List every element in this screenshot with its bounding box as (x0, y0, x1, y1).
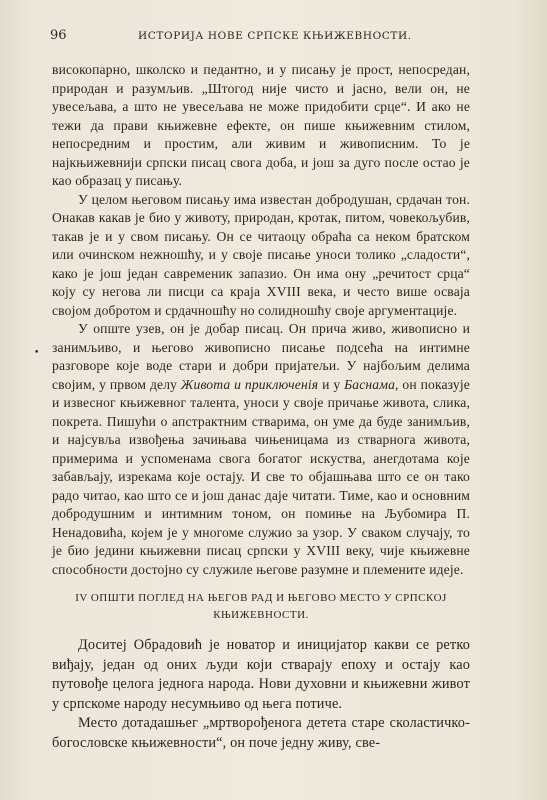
running-title: ИСТОРИЈА НОВЕ СРПСКЕ КЊИЖЕВНОСТИ. (138, 30, 412, 42)
paragraph-new-literature: Место дотадашњег „мртворођенога детета старе сколастичко-богословске књижевности“, он поче једну живу, све- (52, 715, 470, 751)
section-heading-line-2: КЊИЖЕВНОСТИ. (213, 609, 309, 621)
running-head (50, 28, 470, 48)
paragraph-text: он показује и извесног књижевног талента, уноси у своје причање живота, слика, покрета. Пишући о апстрактним стварима, он уме да буде занимљив, и најсувља извођења зачињава чињеницама из стварнога живота, примерима и успоменама свога богатог искуства, анегдотама које забављају, изрекама које остају. И све то објашњава што се он тако радо читао, као што се и још данас даје читати. Тиме, као и основним добродушним и интимним тоном, он помиње на Љубомира П. Ненадовића, којем је у многоме служио за узор. У сваком случају, то је био једини књижевни писац српски у XVIII веку, чије књижевне способности достојно су служиле његове разумне и племените идеје. (52, 376, 470, 577)
paragraph-text: и у (318, 376, 345, 392)
paragraph-good-writer (52, 320, 470, 579)
paragraph-innovator: Доситеј Обрадовић је новатор и иницијатор какви се ретко виђају, један од оних људи који стварају епоху и остају као путовође целога једнога народа. Нови духовни и књижевни живот у српскоме народу несумњиво од њега потиче. (52, 637, 470, 712)
body-text (52, 61, 470, 753)
paragraph-continued: високопарно, школско и педантно, и у писању је прост, непосредан, природан и разумљив. „Штогод није чисто и јасно, вели он, не увесељава, а што не увесељава не може придобити срце“. И ако не тежи да прави књижевне ефекте, он пише књижевним стилом, непосредним и простим, али живим и живописним. То је најкњижевнији српски писац свога доба, и још за дуго после остао је као образац у писању. (52, 62, 470, 188)
section-heading (52, 590, 470, 624)
section-heading-line-1: IV ОПШТИ ПОГЛЕД НА ЊЕГОВ РАД И ЊЕГОВО МЕСТО У СРПСКОЈ (75, 592, 447, 604)
work-title-basne: Баснама, (344, 376, 399, 392)
paragraph-text: У опште узев, он је добар писац. Он прича живо, живописно и занимљиво, и његово живописно писање подсећа на интимне разговоре које воде стари и добри пријатељи. У најбољим делима својим, у првом делу (52, 321, 470, 392)
paragraph-tone: У целом његовом писању има известан добродушан, срдачан тон. Онакав какав је био у животу, природан, кротак, питом, човекољубив, такав је и у свом писању. Он се читаоцу обраћа са неком братском или очинском нежношћу, и у своје писање уноси толико „сладости“, како је још један савременик запазио. Он има ону „речитост срца“ коју су негова ли писци са краја XVIII века, и често више осваја својом добротом и срдачношћу но солидношћу своје аргументације. (52, 191, 470, 318)
page-number: 96 (50, 28, 67, 43)
margin-mark: • (34, 348, 40, 358)
work-title-zhivot: Живота и приключенія (180, 376, 319, 392)
